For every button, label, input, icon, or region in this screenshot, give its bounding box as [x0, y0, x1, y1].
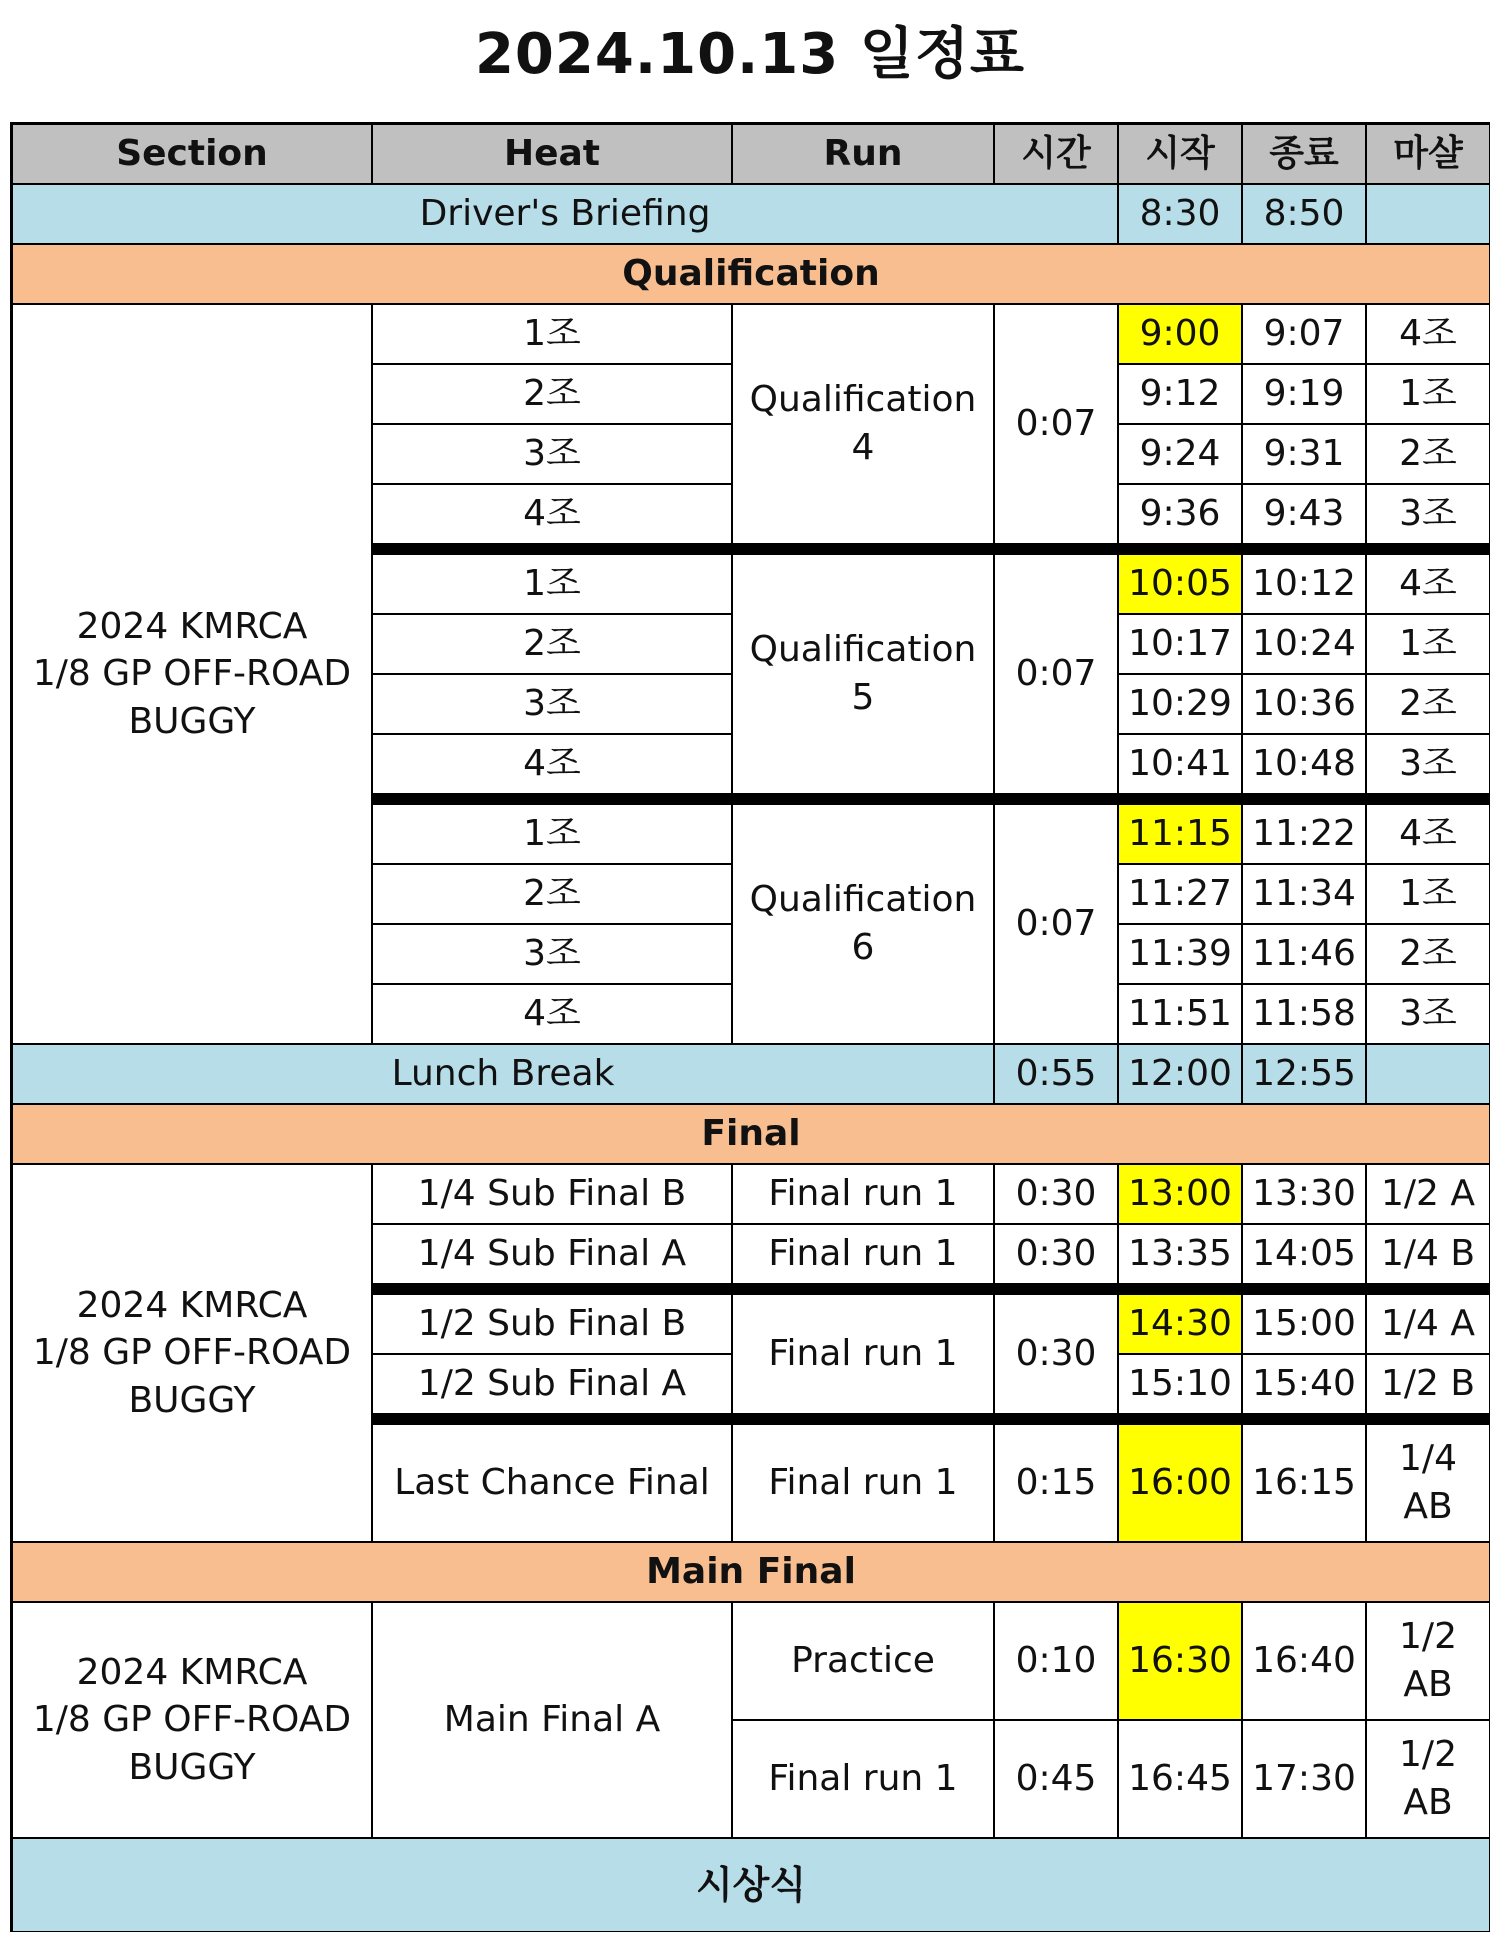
marshal-cell: 4조	[1367, 805, 1489, 863]
heat-cell: 2조	[373, 865, 731, 923]
heat-cell: Last Chance Final	[373, 1425, 731, 1541]
start-time: 16:00	[1119, 1425, 1241, 1541]
qualification-duration: 0:07	[995, 305, 1117, 543]
end-time: 9:19	[1243, 365, 1365, 423]
header-marshal: 마샬	[1367, 125, 1489, 183]
main-final-section: 2024 KMRCA 1/8 GP OFF-ROAD BUGGY	[13, 1603, 371, 1837]
start-time: 10:17	[1119, 615, 1241, 673]
start-time: 9:12	[1119, 365, 1241, 423]
heat-cell: 2조	[373, 365, 731, 423]
marshal-cell: 1/4 AB	[1367, 1425, 1489, 1541]
block-separator	[373, 795, 1489, 803]
lunch-end: 12:55	[1243, 1045, 1365, 1103]
block-separator	[373, 1285, 1489, 1293]
qualification-section: 2024 KMRCA 1/8 GP OFF-ROAD BUGGY	[13, 305, 371, 1043]
header-duration: 시간	[995, 125, 1117, 183]
start-time: 9:24	[1119, 425, 1241, 483]
heat-cell: 1/2 Sub Final A	[373, 1355, 731, 1413]
marshal-cell: 4조	[1367, 305, 1489, 363]
marshal-cell: 1조	[1367, 615, 1489, 673]
end-time: 15:40	[1243, 1355, 1365, 1413]
heat-cell: 4조	[373, 485, 731, 543]
start-time: 11:27	[1119, 865, 1241, 923]
start-time: 16:45	[1119, 1721, 1241, 1837]
end-time: 11:46	[1243, 925, 1365, 983]
qualification-duration: 0:07	[995, 555, 1117, 793]
run-cell: Final run 1	[733, 1721, 993, 1837]
start-time: 16:30	[1119, 1603, 1241, 1719]
end-time: 11:22	[1243, 805, 1365, 863]
marshal-cell: 1/2 B	[1367, 1355, 1489, 1413]
briefing-end: 8:50	[1243, 185, 1365, 243]
marshal-cell: 2조	[1367, 925, 1489, 983]
lunch-start: 12:00	[1119, 1045, 1241, 1103]
duration-cell: 0:30	[995, 1295, 1117, 1413]
run-cell: Final run 1	[733, 1225, 993, 1283]
end-time: 9:07	[1243, 305, 1365, 363]
start-time: 13:35	[1119, 1225, 1241, 1283]
header-run: Run	[733, 125, 993, 183]
qualification-run: Qualification 5	[733, 555, 993, 793]
start-time: 10:41	[1119, 735, 1241, 793]
end-time: 9:43	[1243, 485, 1365, 543]
final-header: Final	[13, 1105, 1489, 1163]
heat-cell: 3조	[373, 425, 731, 483]
run-cell: Final run 1	[733, 1295, 993, 1413]
heat-cell: 1조	[373, 305, 731, 363]
marshal-cell: 1조	[1367, 865, 1489, 923]
run-cell: Final run 1	[733, 1165, 993, 1223]
heat-cell: 3조	[373, 925, 731, 983]
qualification-header: Qualification	[13, 245, 1489, 303]
start-time: 15:10	[1119, 1355, 1241, 1413]
end-time: 10:12	[1243, 555, 1365, 613]
marshal-cell: 4조	[1367, 555, 1489, 613]
start-time: 13:00	[1119, 1165, 1241, 1223]
duration-cell: 0:45	[995, 1721, 1117, 1837]
marshal-cell: 2조	[1367, 425, 1489, 483]
marshal-cell: 3조	[1367, 985, 1489, 1043]
heat-cell: 4조	[373, 735, 731, 793]
qualification-run: Qualification 4	[733, 305, 993, 543]
duration-cell: 0:30	[995, 1165, 1117, 1223]
run-cell: Final run 1	[733, 1425, 993, 1541]
marshal-cell: 1/2 AB	[1367, 1721, 1489, 1837]
heat-cell: 4조	[373, 985, 731, 1043]
heat-cell: 3조	[373, 675, 731, 733]
page-title: 2024.10.13 일정표	[474, 22, 1026, 87]
end-time: 14:05	[1243, 1225, 1365, 1283]
duration-cell: 0:30	[995, 1225, 1117, 1283]
briefing-marshal	[1367, 185, 1489, 243]
start-time: 9:00	[1119, 305, 1241, 363]
block-separator	[373, 1415, 1489, 1423]
run-cell: Practice	[733, 1603, 993, 1719]
end-time: 16:15	[1243, 1425, 1365, 1541]
start-time: 10:29	[1119, 675, 1241, 733]
header-heat: Heat	[373, 125, 731, 183]
duration-cell: 0:10	[995, 1603, 1117, 1719]
start-time: 10:05	[1119, 555, 1241, 613]
end-time: 10:48	[1243, 735, 1365, 793]
header-end: 종료	[1243, 125, 1365, 183]
marshal-cell: 3조	[1367, 735, 1489, 793]
marshal-cell: 3조	[1367, 485, 1489, 543]
end-time: 9:31	[1243, 425, 1365, 483]
start-time: 9:36	[1119, 485, 1241, 543]
heat-cell: 1/4 Sub Final A	[373, 1225, 731, 1283]
header-section: Section	[13, 125, 371, 183]
heat-cell: 2조	[373, 615, 731, 673]
qualification-duration: 0:07	[995, 805, 1117, 1043]
marshal-cell: 1/4 B	[1367, 1225, 1489, 1283]
marshal-cell: 1조	[1367, 365, 1489, 423]
end-time: 15:00	[1243, 1295, 1365, 1353]
marshal-cell: 1/4 A	[1367, 1295, 1489, 1353]
end-time: 10:24	[1243, 615, 1365, 673]
end-time: 17:30	[1243, 1721, 1365, 1837]
header-start: 시작	[1119, 125, 1241, 183]
heat-cell: 1조	[373, 555, 731, 613]
end-time: 13:30	[1243, 1165, 1365, 1223]
lunch-label: Lunch Break	[13, 1045, 993, 1103]
heat-cell: 1/2 Sub Final B	[373, 1295, 731, 1353]
end-time: 11:34	[1243, 865, 1365, 923]
start-time: 14:30	[1119, 1295, 1241, 1353]
heat-cell: 1조	[373, 805, 731, 863]
briefing-label: Driver's Briefing	[13, 185, 1117, 243]
start-time: 11:15	[1119, 805, 1241, 863]
final-section: 2024 KMRCA 1/8 GP OFF-ROAD BUGGY	[13, 1165, 371, 1541]
lunch-marshal	[1367, 1045, 1489, 1103]
marshal-cell: 2조	[1367, 675, 1489, 733]
end-time: 16:40	[1243, 1603, 1365, 1719]
main-final-heat: Main Final A	[373, 1603, 731, 1837]
duration-cell: 0:15	[995, 1425, 1117, 1541]
end-time: 11:58	[1243, 985, 1365, 1043]
marshal-cell: 1/2 AB	[1367, 1603, 1489, 1719]
start-time: 11:51	[1119, 985, 1241, 1043]
heat-cell: 1/4 Sub Final B	[373, 1165, 731, 1223]
briefing-start: 8:30	[1119, 185, 1241, 243]
block-separator	[373, 545, 1489, 553]
main-final-header: Main Final	[13, 1543, 1489, 1601]
lunch-duration: 0:55	[995, 1045, 1117, 1103]
schedule-table	[10, 122, 1490, 1932]
end-time: 10:36	[1243, 675, 1365, 733]
marshal-cell: 1/2 A	[1367, 1165, 1489, 1223]
start-time: 11:39	[1119, 925, 1241, 983]
award-ceremony: 시상식	[13, 1839, 1489, 1931]
qualification-run: Qualification 6	[733, 805, 993, 1043]
